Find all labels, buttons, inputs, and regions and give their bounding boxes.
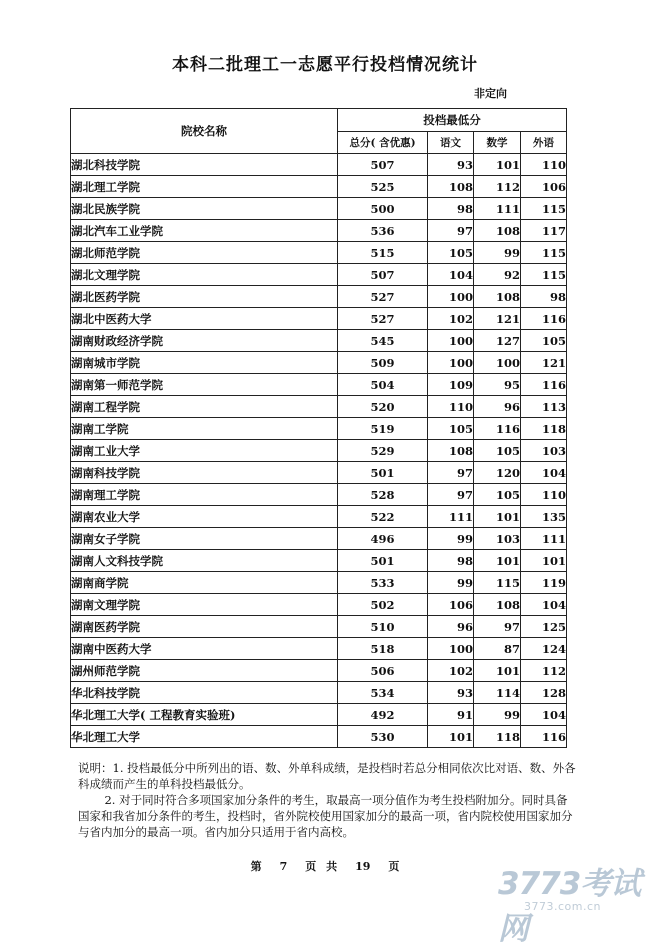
school-name-cell: 湖北文理学院 [71, 264, 338, 286]
english-score-cell: 125 [521, 616, 567, 638]
total-score-cell: 506 [338, 660, 428, 682]
school-name-cell: 湖南第一师范学院 [71, 374, 338, 396]
header-min-score: 投档最低分 [338, 109, 567, 132]
chinese-score-cell: 109 [428, 374, 474, 396]
math-score-cell: 120 [474, 462, 521, 484]
math-score-cell: 97 [474, 616, 521, 638]
school-name-cell: 湖南理工学院 [71, 484, 338, 506]
total-score-cell: 502 [338, 594, 428, 616]
math-score-cell: 108 [474, 220, 521, 242]
math-score-cell: 112 [474, 176, 521, 198]
table-row [71, 352, 567, 374]
school-name-cell: 湖南中医药大学 [71, 638, 338, 660]
english-score-cell: 124 [521, 638, 567, 660]
total-score-cell: 515 [338, 242, 428, 264]
page-total: 19 [355, 860, 371, 873]
math-score-cell: 101 [474, 506, 521, 528]
chinese-score-cell: 98 [428, 550, 474, 572]
school-name-cell: 湖南工程学院 [71, 396, 338, 418]
chinese-score-cell: 97 [428, 220, 474, 242]
math-score-cell: 95 [474, 374, 521, 396]
table-row [71, 550, 567, 572]
school-name-cell: 湖南工业大学 [71, 440, 338, 462]
english-score-cell: 104 [521, 704, 567, 726]
english-score-cell: 117 [521, 220, 567, 242]
chinese-score-cell: 100 [428, 330, 474, 352]
table-row [71, 396, 567, 418]
math-score-cell: 105 [474, 440, 521, 462]
english-score-cell: 113 [521, 396, 567, 418]
table-row [71, 638, 567, 660]
chinese-score-cell: 101 [428, 726, 474, 748]
english-score-cell: 104 [521, 462, 567, 484]
math-score-cell: 92 [474, 264, 521, 286]
table-row [71, 264, 567, 286]
chinese-score-cell: 100 [428, 352, 474, 374]
english-score-cell: 105 [521, 330, 567, 352]
english-score-cell: 119 [521, 572, 567, 594]
math-score-cell: 108 [474, 594, 521, 616]
english-score-cell: 128 [521, 682, 567, 704]
watermark-logo-text: 3773考试网 [498, 866, 641, 947]
school-name-cell: 湖北中医药大学 [71, 308, 338, 330]
school-name-cell: 湖北师范学院 [71, 242, 338, 264]
chinese-score-cell: 111 [428, 506, 474, 528]
header-math: 数学 [474, 132, 521, 154]
math-score-cell: 108 [474, 286, 521, 308]
page-label-suffix: 页 [388, 860, 400, 873]
school-name-cell: 湖北汽车工业学院 [71, 220, 338, 242]
total-score-cell: 527 [338, 308, 428, 330]
table-row [71, 418, 567, 440]
chinese-score-cell: 110 [428, 396, 474, 418]
chinese-score-cell: 104 [428, 264, 474, 286]
total-score-cell: 530 [338, 726, 428, 748]
school-name-cell: 湖北理工学院 [71, 176, 338, 198]
school-name-cell: 湖北民族学院 [71, 198, 338, 220]
chinese-score-cell: 93 [428, 154, 474, 176]
math-score-cell: 103 [474, 528, 521, 550]
school-name-cell: 湖南农业大学 [71, 506, 338, 528]
english-score-cell: 135 [521, 506, 567, 528]
table-row [71, 616, 567, 638]
table-row [71, 506, 567, 528]
table-row [71, 242, 567, 264]
page-number: 7 [279, 860, 288, 873]
chinese-score-cell: 102 [428, 660, 474, 682]
total-score-cell: 510 [338, 616, 428, 638]
school-name-cell: 华北理工大学( 工程教育实验班) [71, 704, 338, 726]
total-score-cell: 509 [338, 352, 428, 374]
note-1: 说明：1. 投档最低分中所列出的语、数、外单科成绩，是投档时若总分相同依次比对语、数、外各科成绩而产生的单科投档最低分。 [78, 761, 576, 791]
total-score-cell: 533 [338, 572, 428, 594]
chinese-score-cell: 108 [428, 440, 474, 462]
total-score-cell: 518 [338, 638, 428, 660]
table-row [71, 682, 567, 704]
school-name-cell: 湖南女子学院 [71, 528, 338, 550]
total-score-cell: 528 [338, 484, 428, 506]
english-score-cell: 115 [521, 198, 567, 220]
document-title: 本科二批理工一志愿平行投档情况统计 [172, 55, 478, 75]
english-score-cell: 110 [521, 484, 567, 506]
chinese-score-cell: 100 [428, 638, 474, 660]
total-score-cell: 504 [338, 374, 428, 396]
chinese-score-cell: 93 [428, 682, 474, 704]
total-score-cell: 527 [338, 286, 428, 308]
direction-label: 非定向 [474, 87, 507, 100]
table-row [71, 528, 567, 550]
english-score-cell: 101 [521, 550, 567, 572]
math-score-cell: 114 [474, 682, 521, 704]
chinese-score-cell: 106 [428, 594, 474, 616]
total-score-cell: 520 [338, 396, 428, 418]
chinese-score-cell: 108 [428, 176, 474, 198]
english-score-cell: 111 [521, 528, 567, 550]
math-score-cell: 101 [474, 550, 521, 572]
school-name-cell: 湖南商学院 [71, 572, 338, 594]
table-row [71, 176, 567, 198]
chinese-score-cell: 98 [428, 198, 474, 220]
table-row [71, 660, 567, 682]
total-score-cell: 501 [338, 550, 428, 572]
school-name-cell: 湖南医药学院 [71, 616, 338, 638]
chinese-score-cell: 99 [428, 528, 474, 550]
total-score-cell: 545 [338, 330, 428, 352]
total-score-cell: 534 [338, 682, 428, 704]
math-score-cell: 118 [474, 726, 521, 748]
math-score-cell: 100 [474, 352, 521, 374]
note-2: 2. 对于同时符合多项国家加分条件的考生，取最高一项分值作为考生投档附加分。同时具备国家和我省加分条件的考生，投档时，省外院校使用国家加分的最高一项，省内院校使用国家加分与省内加分的最高一项。省内加分只适用于省内高校。 [78, 793, 573, 839]
table-row [71, 726, 567, 748]
chinese-score-cell: 105 [428, 418, 474, 440]
page-label-mid: 页 共 [305, 860, 338, 873]
chinese-score-cell: 100 [428, 286, 474, 308]
english-score-cell: 115 [521, 264, 567, 286]
math-score-cell: 96 [474, 396, 521, 418]
math-score-cell: 87 [474, 638, 521, 660]
table-row [71, 286, 567, 308]
math-score-cell: 99 [474, 242, 521, 264]
table-row [71, 440, 567, 462]
school-name-cell: 湖北医药学院 [71, 286, 338, 308]
total-score-cell: 522 [338, 506, 428, 528]
math-score-cell: 127 [474, 330, 521, 352]
english-score-cell: 115 [521, 242, 567, 264]
header-total: 总分( 含优惠) [338, 132, 428, 154]
school-name-cell: 华北理工大学 [71, 726, 338, 748]
english-score-cell: 116 [521, 726, 567, 748]
total-score-cell: 525 [338, 176, 428, 198]
school-name-cell: 湖南科技学院 [71, 462, 338, 484]
chinese-score-cell: 105 [428, 242, 474, 264]
math-score-cell: 116 [474, 418, 521, 440]
watermark-logo [498, 858, 644, 947]
math-score-cell: 105 [474, 484, 521, 506]
english-score-cell: 116 [521, 308, 567, 330]
school-name-cell: 湖南人文科技学院 [71, 550, 338, 572]
total-score-cell: 507 [338, 154, 428, 176]
english-score-cell: 103 [521, 440, 567, 462]
total-score-cell: 500 [338, 198, 428, 220]
english-score-cell: 112 [521, 660, 567, 682]
total-score-cell: 529 [338, 440, 428, 462]
total-score-cell: 536 [338, 220, 428, 242]
chinese-score-cell: 99 [428, 572, 474, 594]
school-name-cell: 湖南工学院 [71, 418, 338, 440]
english-score-cell: 106 [521, 176, 567, 198]
page-label-prefix: 第 [250, 860, 262, 873]
watermark-url: 3773.com.cn [524, 900, 601, 913]
english-score-cell: 98 [521, 286, 567, 308]
total-score-cell: 492 [338, 704, 428, 726]
table-row [71, 484, 567, 506]
english-score-cell: 121 [521, 352, 567, 374]
total-score-cell: 519 [338, 418, 428, 440]
school-name-cell: 湖北科技学院 [71, 154, 338, 176]
chinese-score-cell: 96 [428, 616, 474, 638]
english-score-cell: 110 [521, 154, 567, 176]
total-score-cell: 501 [338, 462, 428, 484]
math-score-cell: 121 [474, 308, 521, 330]
header-school-name: 院校名称 [71, 109, 338, 154]
school-name-cell: 湖南城市学院 [71, 352, 338, 374]
table-row [71, 374, 567, 396]
school-name-cell: 湖南财政经济学院 [71, 330, 338, 352]
table-row [71, 220, 567, 242]
table-row [71, 308, 567, 330]
chinese-score-cell: 97 [428, 462, 474, 484]
table-row [71, 572, 567, 594]
english-score-cell: 104 [521, 594, 567, 616]
math-score-cell: 101 [474, 660, 521, 682]
school-name-cell: 湖南文理学院 [71, 594, 338, 616]
table-row [71, 198, 567, 220]
math-score-cell: 101 [474, 154, 521, 176]
header-english: 外语 [521, 132, 567, 154]
total-score-cell: 507 [338, 264, 428, 286]
table-row [71, 330, 567, 352]
chinese-score-cell: 97 [428, 484, 474, 506]
english-score-cell: 116 [521, 374, 567, 396]
table-row [71, 154, 567, 176]
table-row [71, 462, 567, 484]
header-chinese: 语文 [428, 132, 474, 154]
score-table [70, 108, 567, 748]
school-name-cell: 华北科技学院 [71, 682, 338, 704]
total-score-cell: 496 [338, 528, 428, 550]
math-score-cell: 99 [474, 704, 521, 726]
math-score-cell: 115 [474, 572, 521, 594]
chinese-score-cell: 102 [428, 308, 474, 330]
table-row [71, 594, 567, 616]
notes [78, 760, 578, 840]
chinese-score-cell: 91 [428, 704, 474, 726]
school-name-cell: 湖州师范学院 [71, 660, 338, 682]
english-score-cell: 118 [521, 418, 567, 440]
table-body [71, 154, 567, 748]
table-row [71, 704, 567, 726]
math-score-cell: 111 [474, 198, 521, 220]
